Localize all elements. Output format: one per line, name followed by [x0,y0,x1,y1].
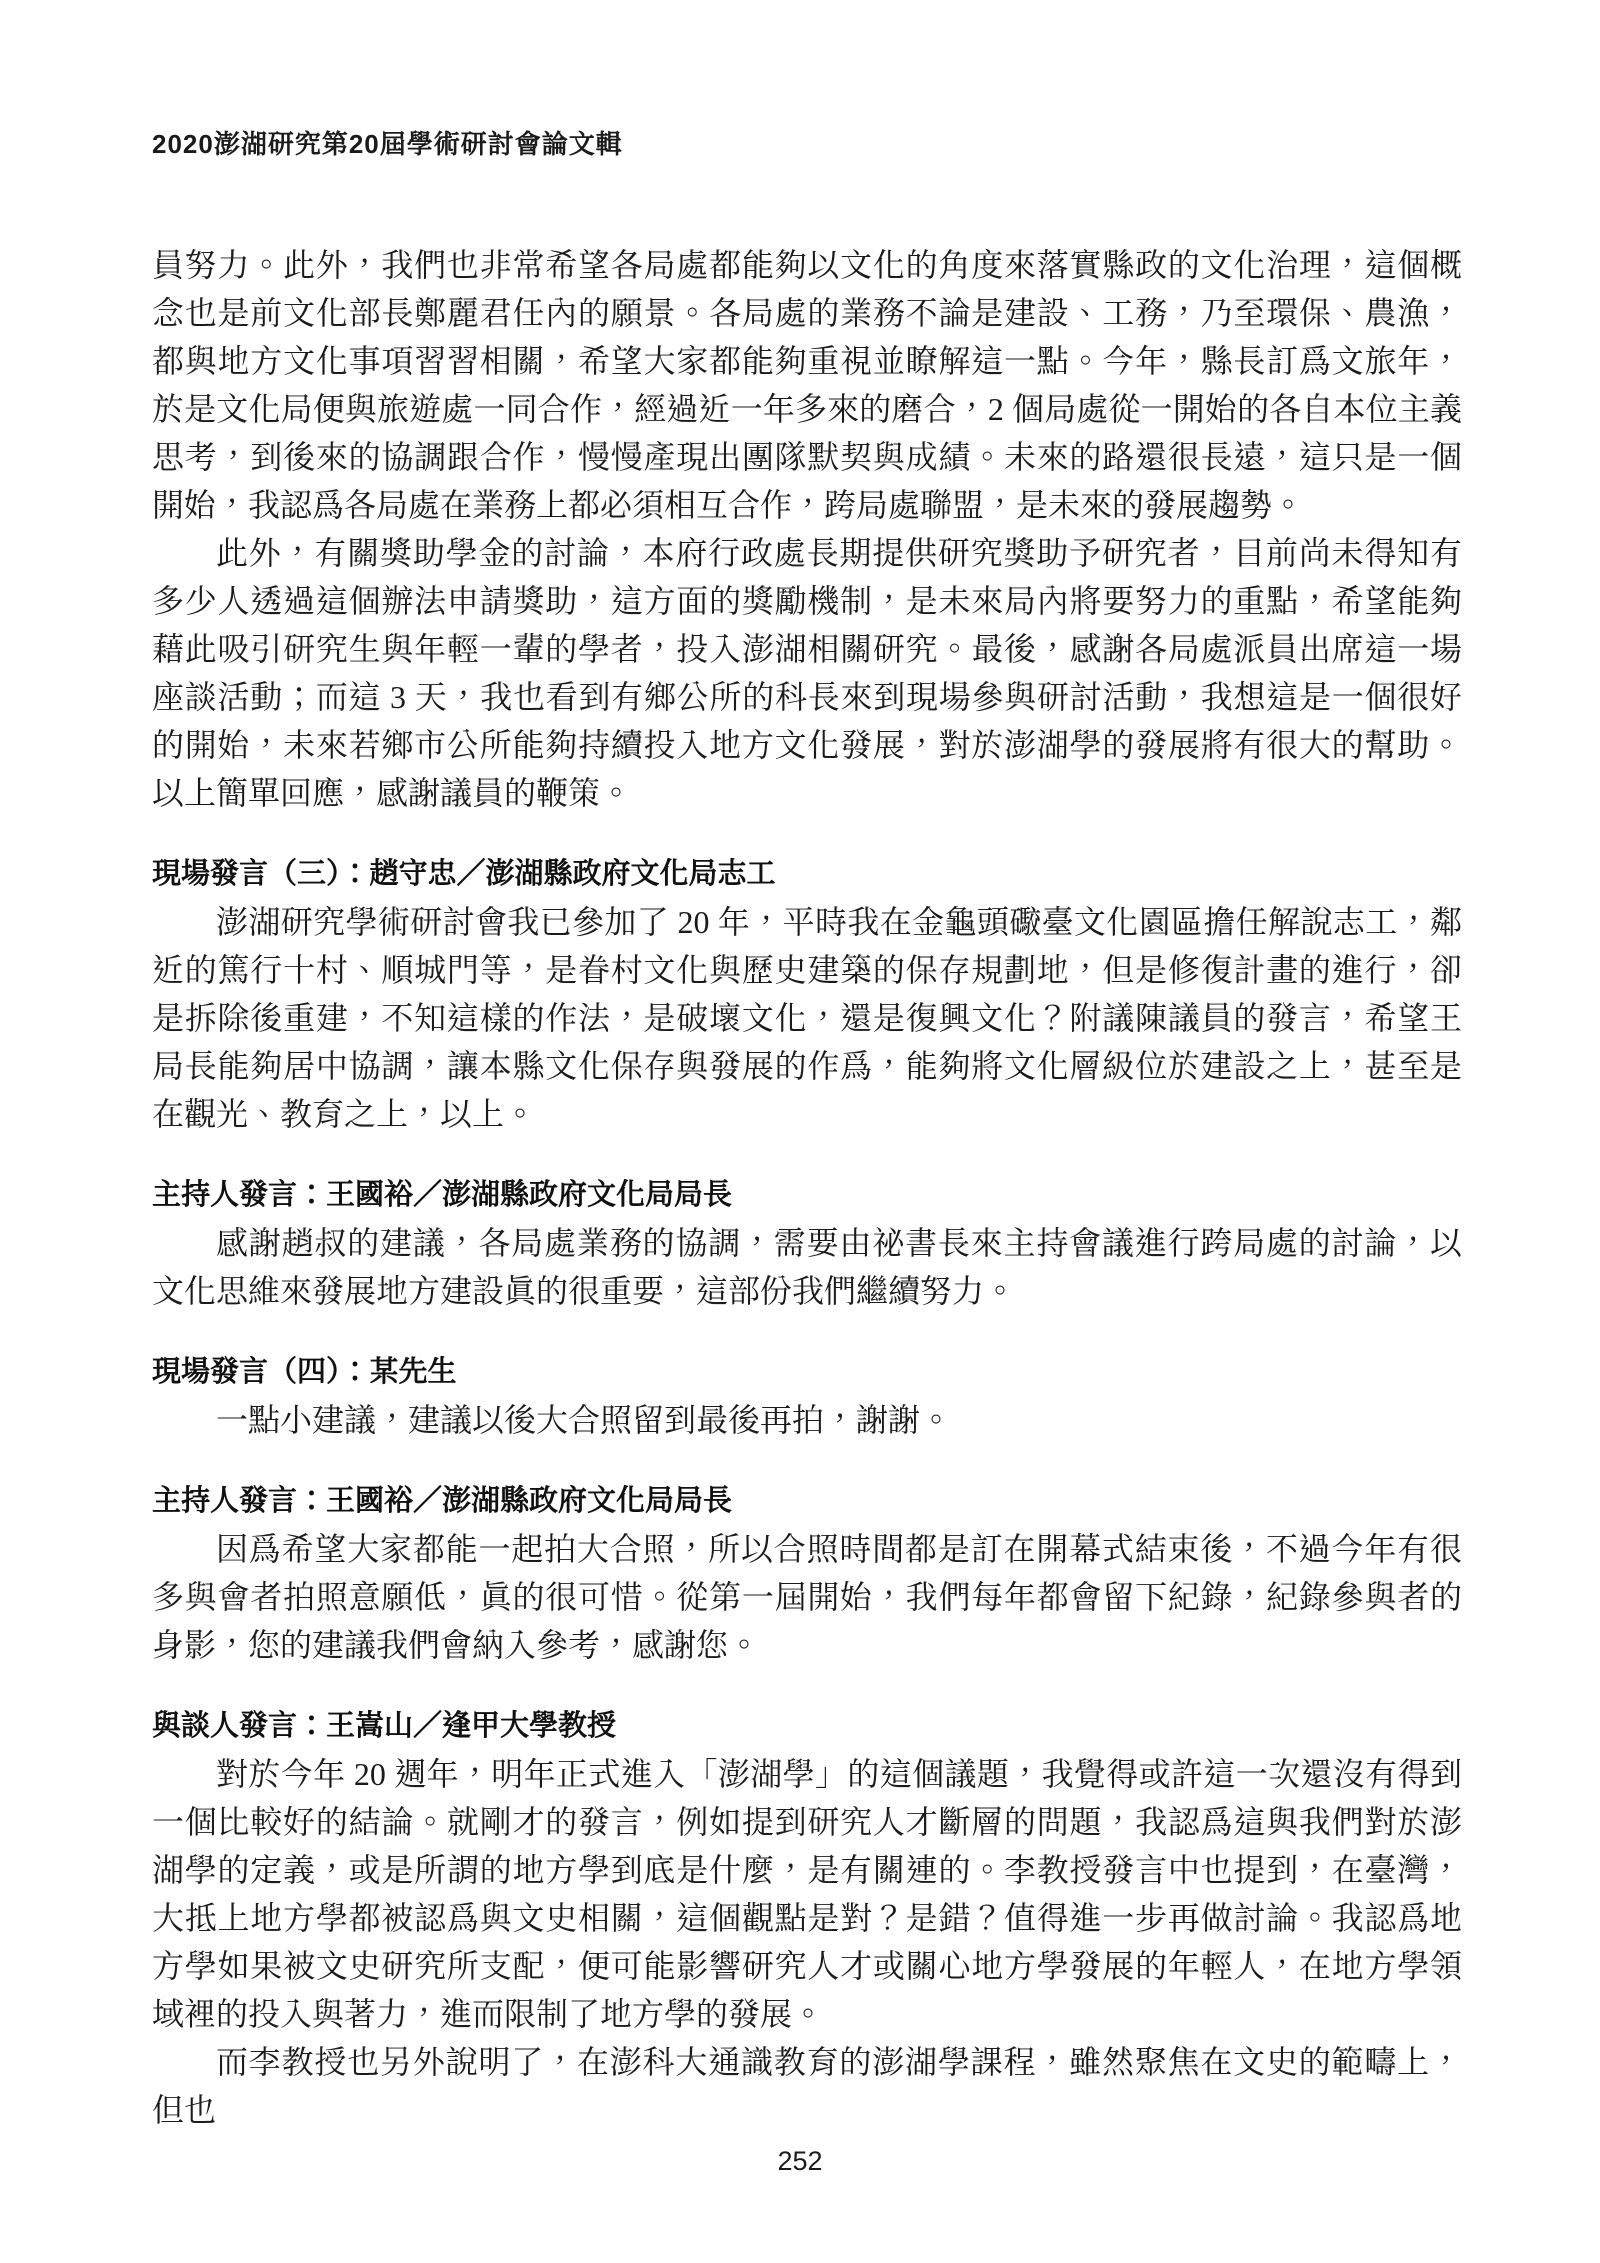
section-heading-moderator-2: 主持人發言：王國裕／澎湖縣政府文化局局長 [152,1485,733,1517]
paragraph: 因爲希望大家都能一起拍大合照，所以合照時間都是訂在開幕式結束後，不過今年有很多與會者拍照意願低，眞的很可惜。從第一屆開始，我們每年都會留下紀錄，紀錄參與者的身影，您的建議我們會納入參考，感謝您。 [152,1531,1462,1663]
section-heading-discussant: 與談人發言：王嵩山／逢甲大學教授 [152,1710,617,1742]
page-number: 252 [777,2146,823,2176]
paragraph: 此外，有關獎助學金的討論，本府行政處長期提供研究獎助予研究者，目前尚未得知有多少人透過這個辦法申請獎助，這方面的獎勵機制，是未來局內將要努力的重點，希望能夠藉此吸引研究生與年輕一輩的學者，投入澎湖相關研究。最後，感謝各局處派員出席這一場座談活動；而這 3 天，我也看到有鄉公所的科長來到現場參與研討活動，我想這是一個很好的開始，未來若鄉市公所能夠持續投入地方文化發展，對於澎湖學的發展將有很大的幫助。以上簡單回應，感謝議員的鞭策。 [152,535,1462,811]
paragraph-continuation: 員努力。此外，我們也非常希望各局處都能夠以文化的角度來落實縣政的文化治理，這個概念也是前文化部長鄭麗君任內的願景。各局處的業務不論是建設、工務，乃至環保、農漁，都與地方文化事項習習相關，希望大家都能夠重視並瞭解這一點。今年，縣長訂爲文旅年，於是文化局便與旅遊處一同合作，經過近一年多來的磨合，2 個局處從一開始的各自本位主義思考，到後來的協調跟合作，慢慢產現出團隊默契與成績。未來的路還很長遠，這只是一個開始，我認爲各局處在業務上都必須相互合作，跨局處聯盟，是未來的發展趨勢。 [152,247,1462,523]
paragraph: 一點小建議，建議以後大合照留到最後再拍，謝謝。 [216,1402,953,1438]
paragraph: 而李教授也另外說明了，在澎科大通識教育的澎湖學課程，雖然聚焦在文史的範疇上，但也 [152,2044,1462,2128]
section-heading-moderator-1: 主持人發言：王國裕／澎湖縣政府文化局局長 [152,1179,733,1211]
running-header: 2020澎湖研究第20屆學術研討會論文輯 [152,129,623,159]
paragraph: 澎湖研究學術研討會我已參加了 20 年，平時我在金龜頭礮臺文化園區擔任解說志工，鄰近的篤行十村、順城門等，是眷村文化與歷史建築的保存規劃地，但是修復計畫的進行，卻是拆除後重建，不知這樣的作法，是破壞文化，還是復興文化？附議陳議員的發言，希望王局長能夠居中協調，讓本縣文化保存與發展的作爲，能夠將文化層級位於建設之上，甚至是在觀光、教育之上，以上。 [152,904,1462,1132]
paragraph: 對於今年 20 週年，明年正式進入「澎湖學」的這個議題，我覺得或許這一次還沒有得到一個比較好的結論。就剛才的發言，例如提到研究人才斷層的問題，我認爲這與我們對於澎湖學的定義，或是所謂的地方學到底是什麼，是有關連的。李教授發言中也提到，在臺灣，大抵上地方學都被認爲與文史相關，這個觀點是對？是錯？值得進一步再做討論。我認爲地方學如果被文史研究所支配，便可能影響研究人才或關心地方學發展的年輕人，在地方學領域裡的投入與著力，進而限制了地方學的發展。 [152,1756,1462,2032]
paragraph: 感謝趙叔的建議，各局處業務的協調，需要由祕書長來主持會議進行跨局處的討論，以文化思維來發展地方建設眞的很重要，這部份我們繼續努力。 [152,1225,1462,1309]
section-heading-floor-comment-3: 現場發言（三）：趙守忠／澎湖縣政府文化局志工 [152,858,776,890]
document-body [152,241,1462,2134]
section-heading-floor-comment-4: 現場發言（四）：某先生 [152,1356,457,1388]
